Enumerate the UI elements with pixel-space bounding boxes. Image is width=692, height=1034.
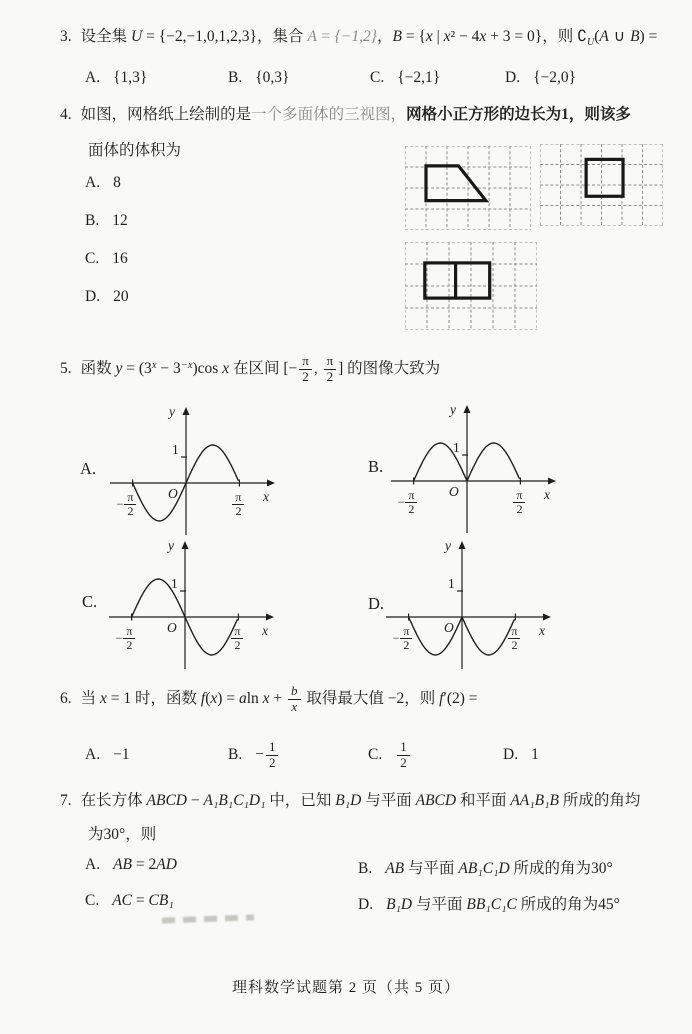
question-4-text [81, 106, 631, 123]
choice-text [531, 746, 539, 764]
choice-text: {−2,1} [397, 69, 441, 86]
origin-label: O [168, 486, 178, 501]
text-run: x [443, 28, 451, 45]
choice-3b [228, 69, 289, 87]
question-7-text-line2: 为30°，则 [88, 826, 157, 843]
x-tick-label-pi-over-2 [230, 625, 244, 653]
choice-text: {−2,0} [533, 69, 577, 86]
choice-text [255, 740, 280, 770]
choice-4d [85, 288, 129, 306]
text-run: x [262, 689, 270, 707]
text-run: )cos [192, 359, 223, 377]
choice-text: 8 [113, 174, 121, 191]
fraction-numerator: π [299, 354, 312, 370]
choice-4b [85, 212, 128, 230]
text-run: 网格小正方形的边长为1，则该多 [406, 106, 631, 123]
minus-sign: − [397, 495, 405, 510]
stacked-fraction [324, 354, 337, 384]
text-run: B₁D [386, 896, 413, 913]
fraction-denominator: 2 [400, 754, 407, 770]
origin-label: O [449, 484, 459, 499]
y-tick-label: 1 [453, 440, 460, 455]
graph-canvas [380, 541, 552, 677]
fraction-numerator: π [124, 491, 136, 505]
text-run: = (3 [122, 359, 152, 377]
question-3-number: 3. [60, 28, 72, 45]
y-tick-label: 1 [171, 576, 178, 591]
text-run: x [425, 28, 433, 45]
x-axis-label: x [539, 623, 545, 638]
text-run: B₁D [335, 792, 362, 809]
graph-option-b [385, 402, 557, 541]
choice-text [112, 892, 174, 909]
question-5-number: 5. [60, 359, 72, 377]
question-4-number: 4. [60, 106, 72, 123]
text-run: = [132, 892, 149, 909]
question-3-stem [60, 26, 676, 50]
choice-label: B. [228, 69, 243, 86]
stacked-fraction [231, 625, 243, 653]
text-run: + 3 = 0}，则 [486, 28, 578, 45]
scan-smudge-mark [162, 914, 254, 923]
text-run: AC [112, 892, 133, 909]
stacked-fraction [397, 740, 410, 770]
top-view-figure [405, 242, 537, 335]
text-run: ABCD [146, 792, 187, 809]
stacked-fraction [299, 354, 312, 384]
text-run: = { [401, 28, 426, 45]
x-tick-label-neg-pi-over-2 [116, 625, 137, 653]
fraction-denominator: 2 [403, 638, 410, 653]
stacked-fraction [124, 491, 136, 519]
choice-3d [505, 69, 576, 87]
choice-text: 20 [113, 288, 129, 305]
origin-label: O [444, 620, 454, 635]
text-run: = 1 时，函数 [106, 689, 201, 707]
y-axis-label: y [169, 404, 175, 419]
y-tick-label: 1 [448, 576, 455, 591]
choice-label: A. [85, 174, 101, 191]
origin-label: O [167, 620, 177, 635]
fraction-numerator: π [232, 491, 244, 505]
stacked-fraction [232, 491, 244, 519]
text-run: − [186, 792, 204, 809]
choice-7d [358, 892, 620, 914]
text-run: U [587, 37, 595, 48]
fraction-numerator: π [513, 489, 525, 503]
text-run: ) = [217, 689, 239, 707]
text-run: ( [205, 689, 211, 707]
y-tick-label: 1 [172, 442, 179, 457]
choice-6d [503, 733, 539, 777]
text-run: BB₁C₁C [466, 896, 517, 913]
fraction-denominator: 2 [127, 504, 134, 519]
stacked-fraction [123, 625, 135, 653]
text-run: 与平面 [412, 896, 467, 913]
question-3-choices [0, 69, 692, 95]
fraction-denominator: 2 [234, 638, 241, 653]
text-run: 与平面 [404, 860, 459, 877]
choice-label: D. [503, 746, 519, 763]
text-run: AD [156, 856, 177, 873]
fraction-denominator: 2 [326, 368, 334, 384]
choice-text [113, 856, 177, 873]
text-run: AB₁C₁D [458, 860, 510, 877]
y-axis-label: y [450, 402, 456, 417]
text-run: f [439, 689, 444, 707]
fraction-denominator: 2 [268, 754, 276, 770]
graph-option-label-b: B. [368, 457, 384, 476]
x-tick-label-pi-over-2 [507, 625, 521, 653]
graph-option-d [380, 538, 552, 677]
choice-label: D. [505, 69, 521, 86]
text-run: B [392, 28, 402, 45]
graph-canvas [103, 541, 275, 677]
choice-text [395, 740, 412, 770]
graph-canvas [104, 407, 276, 543]
text-run: = {−2,−1,0,1,2,3}，集合 [142, 28, 308, 45]
text-run: ( [594, 28, 600, 45]
fraction-numerator: π [405, 489, 417, 503]
text-run: 中，已知 [265, 792, 336, 809]
choice-label: B. [358, 860, 373, 877]
fraction-denominator: x [291, 698, 298, 714]
x-axis-label: x [544, 487, 550, 502]
question-4-stem [60, 104, 678, 126]
text-run: x [151, 359, 157, 371]
text-run: ABCD [415, 792, 457, 809]
x-tick-label-neg-pi-over-2 [117, 491, 138, 519]
y-axis-label: y [168, 538, 174, 553]
text-run: 与平面 [361, 792, 416, 809]
graph-canvas [385, 405, 557, 541]
question-7-text [81, 792, 641, 809]
x-tick-label-neg-pi-over-2 [398, 489, 419, 517]
text-run: CB₁ [148, 892, 174, 909]
text-run: 当 [80, 689, 101, 707]
text-run: a [238, 689, 247, 707]
choice-7b [358, 856, 613, 878]
choice-label: A. [85, 856, 101, 873]
text-run: x [222, 359, 230, 377]
text-run: y [115, 359, 123, 377]
text-run: ∁ [577, 27, 587, 45]
text-run: 和平面 [456, 792, 511, 809]
choice-text [385, 860, 613, 877]
text-run: f [200, 689, 206, 707]
fraction-numerator: 1 [397, 740, 410, 756]
x-axis-label: x [263, 489, 269, 504]
choice-label: B. [228, 746, 243, 763]
text-run: 一个多面体的三视图， [251, 106, 407, 123]
text-run: 在长方体 [80, 792, 147, 809]
front-view-figure [405, 146, 531, 235]
text-run: ∪ [608, 27, 631, 45]
page-footer: 理科数学试题第 2 页（共 5 页） [231, 980, 460, 996]
x-tick-label-pi-over-2 [512, 489, 526, 517]
figure-canvas [540, 144, 663, 226]
question-7-stem [60, 790, 680, 812]
text-run: −x [180, 359, 193, 371]
text-run: − 3 [156, 359, 181, 377]
question-5-text [80, 353, 441, 384]
choice-label: D. [85, 288, 101, 305]
choice-label: C. [368, 746, 383, 763]
text-run: 取得最大值 −2，则 [302, 689, 440, 707]
choice-label: A. [85, 746, 101, 763]
graph-option-label-a: A. [80, 459, 97, 478]
fraction-denominator: 2 [511, 638, 518, 653]
stacked-fraction [508, 625, 520, 653]
figure-canvas [405, 242, 537, 330]
question-6-text [80, 683, 478, 714]
stacked-fraction [288, 684, 301, 714]
choice-label: D. [358, 896, 374, 913]
text-run: 1 [531, 746, 539, 763]
choice-text [113, 746, 130, 764]
text-run: 所成的角均 [559, 792, 641, 809]
choice-text: 16 [112, 250, 128, 267]
fraction-numerator: 1 [266, 740, 279, 756]
text-run: + [269, 689, 287, 707]
fraction-denominator: 2 [302, 368, 309, 384]
stacked-fraction [266, 740, 279, 770]
choice-6b [228, 733, 280, 777]
choice-4a [85, 174, 121, 192]
text-run: U [131, 28, 143, 45]
x-axis-label: x [262, 623, 268, 638]
choice-6c [368, 733, 412, 777]
side-view-figure [540, 144, 663, 231]
stacked-fraction [405, 489, 417, 517]
text-run: A = {−1,2} [307, 28, 377, 45]
text-run: x [210, 689, 218, 707]
choice-4c [85, 250, 128, 268]
text-run: ) = [639, 28, 658, 45]
fraction-denominator: 2 [235, 504, 242, 519]
text-run: AB [385, 860, 405, 877]
text-run: ， [376, 28, 393, 45]
fraction-denominator: 2 [126, 638, 133, 653]
text-run: A [599, 28, 609, 45]
text-run: 所成的角为30° [509, 860, 613, 877]
choice-3c [370, 69, 440, 87]
text-run: − [255, 745, 264, 763]
text-run: AA₁B₁B [510, 792, 559, 809]
stacked-fraction [400, 625, 412, 653]
choice-7a [85, 856, 177, 874]
graph-option-label-d: D. [368, 594, 385, 613]
text-run: −1 [113, 746, 130, 763]
text-run: x [100, 689, 107, 707]
text-run: , [313, 359, 322, 377]
text-run: ln [246, 689, 263, 707]
text-run: 如图，网格纸上绘制的是 [80, 106, 252, 123]
text-run: ] 的图像大致为 [338, 359, 441, 377]
fraction-denominator: 2 [408, 502, 415, 517]
choice-label: C. [85, 892, 100, 909]
text-run: AB [113, 856, 133, 873]
text-run: 设全集 [80, 28, 132, 45]
fraction-denominator: 2 [516, 502, 523, 517]
minus-sign: − [115, 631, 123, 646]
question-6-stem [60, 684, 678, 714]
choice-text: 12 [112, 212, 128, 229]
fraction-numerator: π [123, 625, 135, 639]
text-run: x [479, 28, 487, 45]
fraction-numerator: π [400, 625, 412, 639]
graph-option-a [104, 404, 276, 543]
choice-label: C. [370, 69, 385, 86]
figure-canvas [405, 146, 531, 230]
question-3-text [80, 27, 658, 48]
choice-6a [85, 733, 130, 777]
x-tick-label-neg-pi-over-2 [393, 625, 414, 653]
minus-sign: − [116, 497, 124, 512]
text-run: = 2 [132, 856, 157, 873]
choice-7c [85, 892, 174, 910]
text-run: ² − 4 [450, 28, 480, 45]
fraction-numerator: π [231, 625, 243, 639]
x-tick-label-pi-over-2 [231, 491, 245, 519]
text-run: B [630, 28, 640, 45]
question-6-number: 6. [60, 689, 72, 707]
text-run: 函数 [80, 359, 116, 377]
question-4-text-line2: 面体的体积为 [88, 142, 182, 159]
question-5-stem [60, 354, 678, 384]
y-axis-label: y [445, 538, 451, 553]
choice-text: {1,3} [113, 69, 148, 86]
graph-option-label-c: C. [82, 592, 98, 611]
graph-option-c [103, 538, 275, 677]
minus-sign: − [392, 631, 400, 646]
choice-label: A. [85, 69, 101, 86]
text-run: ′(2) = [443, 689, 478, 707]
fraction-numerator: π [508, 625, 520, 639]
text-run: A₁B₁C₁D₁ [203, 792, 266, 809]
choice-text: {0,3} [255, 69, 290, 86]
stacked-fraction [513, 489, 525, 517]
choice-label: B. [85, 212, 100, 229]
fraction-numerator: b [288, 684, 301, 700]
choice-label: C. [85, 250, 100, 267]
choice-3a [85, 69, 147, 87]
fraction-numerator: π [324, 354, 337, 370]
text-run: 在区间 [− [229, 359, 298, 377]
text-run: | [432, 28, 444, 45]
choice-text [386, 896, 620, 913]
question-7-number: 7. [60, 792, 72, 809]
text-run: 所成的角为45° [516, 896, 620, 913]
